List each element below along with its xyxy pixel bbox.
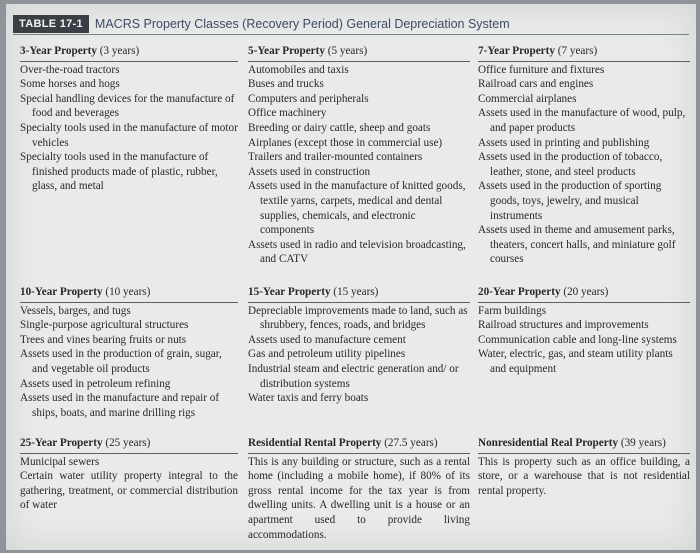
divider — [248, 61, 470, 62]
divider — [20, 302, 238, 303]
list-item: Certain water utility property integral to the gathering, treatment, or commercial distribution of water — [20, 470, 238, 512]
list-item: Buses and trucks — [248, 78, 324, 91]
cell-7-year — [478, 44, 690, 267]
list-item: Trailers and trailer-mounted containers — [248, 151, 423, 164]
list-item: Trees and vines bearing fruits or nuts — [20, 333, 187, 346]
list-item: Assets used in radio and television broadcasting, and CATV — [248, 238, 466, 266]
list-item: Farm buildings — [478, 304, 547, 317]
list-item: Office machinery — [248, 107, 327, 120]
list-item: Communication cable and long-line systems — [478, 333, 677, 346]
list-item: Automobiles and taxis — [248, 63, 349, 76]
list-item: Breeding or dairy cattle, sheep and goats — [248, 121, 431, 134]
cell-heading: 15-Year Property (15 years) — [248, 286, 379, 298]
list-item: Assets used in theme and amusement parks, theaters, concert halls, and miniature golf courses — [478, 224, 676, 266]
cell-heading: Nonresidential Real Property (39 years) — [478, 437, 666, 449]
table-title-row — [13, 14, 689, 35]
list-item: Assets used in construction — [248, 165, 371, 178]
list-item: Assets used in the manufacture of wood, pulp, and paper products — [478, 107, 686, 134]
cell-3-year — [20, 44, 238, 194]
list-item: Special handling devices for the manufacture of food and beverages — [20, 92, 235, 120]
list-item: Industrial steam and electric generation and/ or distribution systems — [248, 362, 459, 390]
list-item: Assets used in the manufacture and repair of ships, boats, and marine drilling rigs — [20, 392, 220, 419]
cell-residential-rental — [248, 436, 470, 542]
list-item: Depreciable improvements made to land, such as shrubbery, fences, roads, and bridges — [248, 304, 468, 332]
list-item: Assets used in the production of grain, sugar, and vegetable oil products — [20, 348, 222, 375]
cell-20-year — [478, 285, 690, 377]
cell-heading: 5-Year Property (5 years) — [248, 45, 368, 57]
list-item: Assets used in printing and publishing — [478, 136, 650, 149]
list-item: Water, electric, gas, and steam utility plants and equipment — [478, 348, 673, 375]
cell-5-year — [248, 44, 470, 267]
cell-heading: 7-Year Property (7 years) — [478, 45, 598, 57]
textbook-page — [6, 4, 696, 550]
list-item: Railroad cars and engines — [478, 78, 594, 91]
list-item: Some horses and hogs — [20, 78, 120, 91]
list-item: Assets used in the production of sporting goods, toys, jewelry, and musical instruments — [478, 180, 662, 222]
divider — [478, 61, 690, 62]
list-item: Specialty tools used in the manufacture of finished products made of plastic, rubber, glass, and metal — [20, 151, 218, 193]
list-item: Assets used to manufacture cement — [248, 333, 406, 346]
cell-heading: 25-Year Property (25 years) — [20, 437, 151, 449]
cell-10-year — [20, 285, 238, 420]
cell-heading: 20-Year Property (20 years) — [478, 286, 609, 298]
divider — [478, 453, 690, 454]
list-item: Municipal sewers — [20, 455, 100, 468]
list-item: Computers and peripherals — [248, 92, 369, 105]
list-item: Airplanes (except those in commercial use) — [248, 136, 443, 149]
cell-heading: Residential Rental Property (27.5 years) — [248, 437, 438, 449]
list-item: Assets used in the production of tobacco, leather, stone, and steel products — [478, 151, 663, 178]
cell-25-year — [20, 436, 238, 513]
divider — [478, 302, 690, 303]
list-item: Vessels, barges, and tugs — [20, 304, 131, 317]
description-text: This is any building or structure, such as a rental home (including a mobile home), if 80% of its gross rental income for the tax year is from dwelling units. A dwelling unit is a house or an apartment used to provide living accommodations. — [248, 455, 470, 541]
table-number-tag: TABLE 17-1 — [13, 15, 89, 33]
divider — [248, 453, 470, 454]
divider — [20, 61, 238, 62]
table-title: MACRS Property Classes (Recovery Period) General Depreciation System — [94, 17, 510, 31]
cell-15-year — [248, 285, 470, 406]
list-item: Single-purpose agricultural structures — [20, 319, 189, 332]
list-item: Specialty tools used in the manufacture of motor vehicles — [20, 121, 238, 149]
divider — [248, 302, 470, 303]
divider — [20, 453, 238, 454]
description-text: This is property such as an office building, a store, or a warehouse that is not residential rental property. — [478, 455, 690, 497]
list-item: Railroad structures and improvements — [478, 319, 649, 332]
cell-heading: 3-Year Property (3 years) — [20, 45, 140, 57]
list-item: Water taxis and ferry boats — [248, 392, 369, 405]
list-item: Gas and petroleum utility pipelines — [248, 348, 406, 361]
list-item: Assets used in petroleum refining — [20, 377, 171, 390]
list-item: Commercial airplanes — [478, 92, 577, 105]
cell-heading: 10-Year Property (10 years) — [20, 286, 151, 298]
list-item: Assets used in the manufacture of knitted goods, textile yarns, carpets, medical and dental supplies, chemicals, and electronic components — [248, 180, 466, 237]
list-item: Office furniture and fixtures — [478, 63, 605, 76]
cell-nonresidential-real — [478, 436, 690, 498]
list-item: Over-the-road tractors — [20, 63, 120, 76]
